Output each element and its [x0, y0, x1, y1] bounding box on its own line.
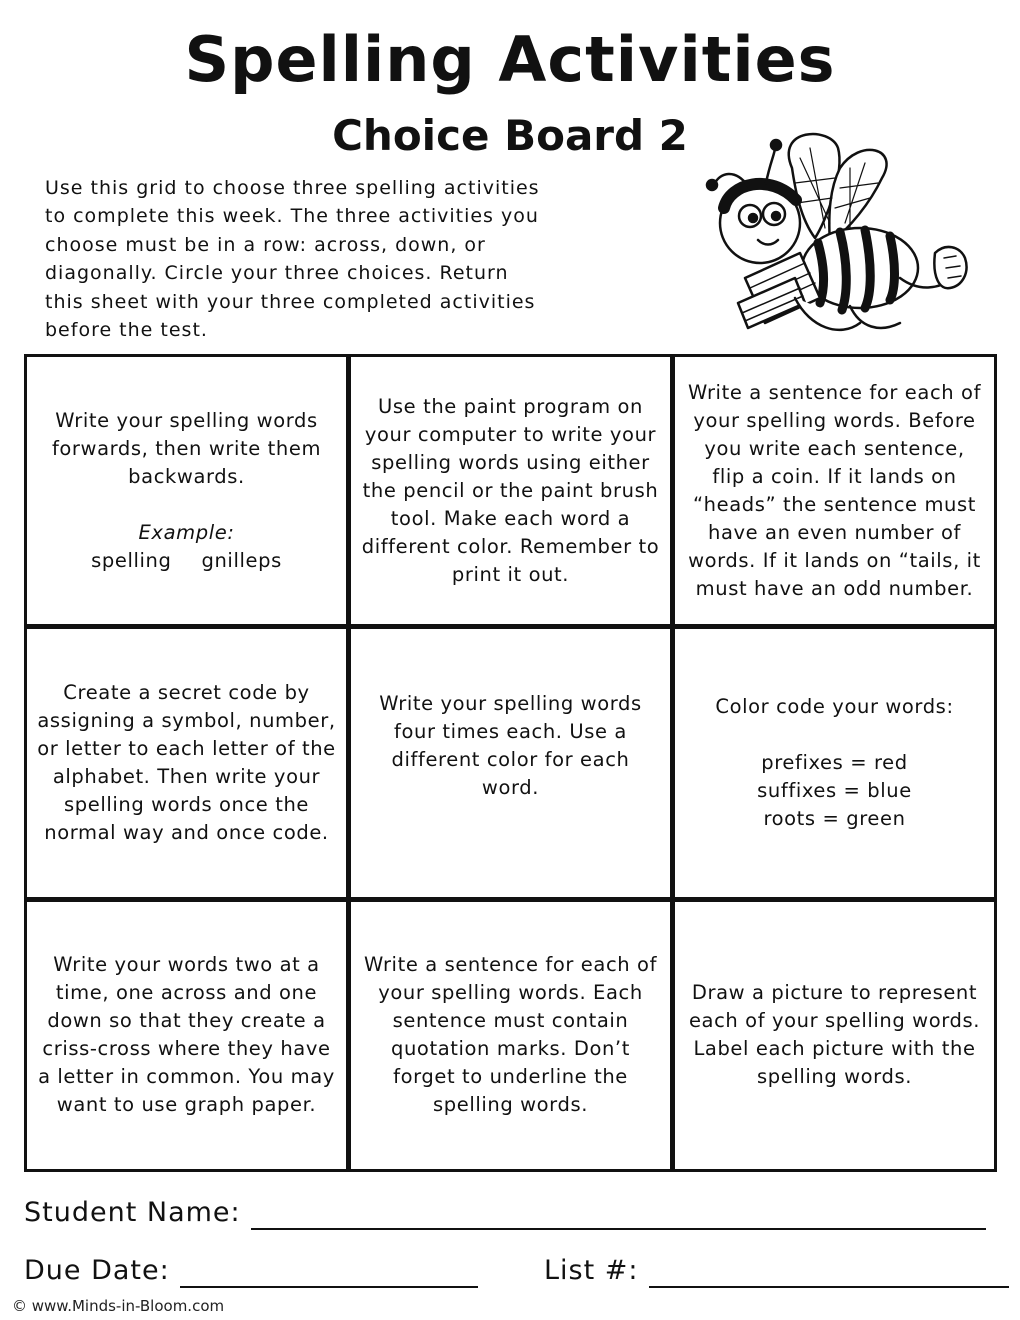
- activity-cell-6[interactable]: [675, 629, 994, 896]
- activity-5-text: Write your spelling words four times each. Use a different color for each word.: [379, 691, 642, 799]
- due-date-field[interactable]: [180, 1260, 478, 1288]
- page-title: Spelling Activities: [184, 23, 836, 96]
- example-word: spelling: [91, 548, 172, 572]
- activity-cell-7[interactable]: [27, 902, 346, 1169]
- example-reversed-word: gnilleps: [201, 548, 282, 572]
- prefixes-line: prefixes = red: [761, 750, 908, 774]
- activity-cell-1[interactable]: [27, 357, 346, 624]
- page-subtitle: Choice Board 2: [332, 111, 688, 160]
- activity-8-text: Write a sentence for each of your spelling words. Each sentence must contain quotation marks. Don’t forget to underline the spelling words.: [363, 953, 658, 1117]
- activity-cell-9[interactable]: [675, 902, 994, 1169]
- activity-cell-3[interactable]: [675, 357, 994, 624]
- due-date-label: Due Date:: [24, 1255, 170, 1286]
- list-number-label: List #:: [544, 1255, 639, 1286]
- list-number-field[interactable]: [649, 1260, 1009, 1288]
- activity-6-heading: Color code your words:: [715, 694, 954, 718]
- student-name-row: [24, 1196, 986, 1230]
- instructions-text: Use this grid to choose three spelling activities to complete this week. The three activities you choose must be in a row: across, down, or diagonally. Circle your three choices. Return this sheet with your three completed activities before the test.: [45, 177, 540, 342]
- activity-3-text: Write a sentence for each of your spelling words. Before you write each sentence, flip a coin. If it lands on “heads” the sentence must have an even number of words. If it lands on “tails, it must have an odd number.: [687, 380, 982, 600]
- activity-7-text: Write your words two at a time, one across and one down so that they create a criss-cross where they have a letter in common. You may want to use graph paper.: [38, 953, 335, 1117]
- copyright-text: © www.Minds-in-Bloom.com: [12, 1297, 225, 1315]
- activity-cell-8[interactable]: [351, 902, 670, 1169]
- activity-1-text: Write your spelling words forwards, then write them backwards.: [51, 408, 322, 488]
- activity-4-text: Create a secret code by assigning a symbol, number, or letter to each letter of the alphabet. Then write your spelling words once the normal way and once code.: [37, 680, 336, 844]
- example-label: Example:: [138, 520, 235, 544]
- suffixes-line: suffixes = blue: [757, 778, 912, 802]
- activity-2-text: Use the paint program on your computer to write your spelling words using either the pencil or the paint brush tool. Make each word a different color. Remember to print it out.: [361, 394, 660, 586]
- choice-board-grid: [24, 354, 997, 1172]
- student-name-label: Student Name:: [24, 1197, 241, 1228]
- due-date-row: [24, 1254, 478, 1288]
- roots-line: roots = green: [763, 806, 906, 830]
- activity-cell-2[interactable]: [351, 357, 670, 624]
- activity-9-text: Draw a picture to represent each of your spelling words. Label each picture with the spelling words.: [688, 981, 981, 1089]
- bee-reading-icon: [700, 128, 985, 353]
- list-number-row: [544, 1254, 1009, 1288]
- activity-cell-4[interactable]: [27, 629, 346, 896]
- student-name-field[interactable]: [251, 1202, 986, 1230]
- activity-cell-5[interactable]: [351, 629, 670, 896]
